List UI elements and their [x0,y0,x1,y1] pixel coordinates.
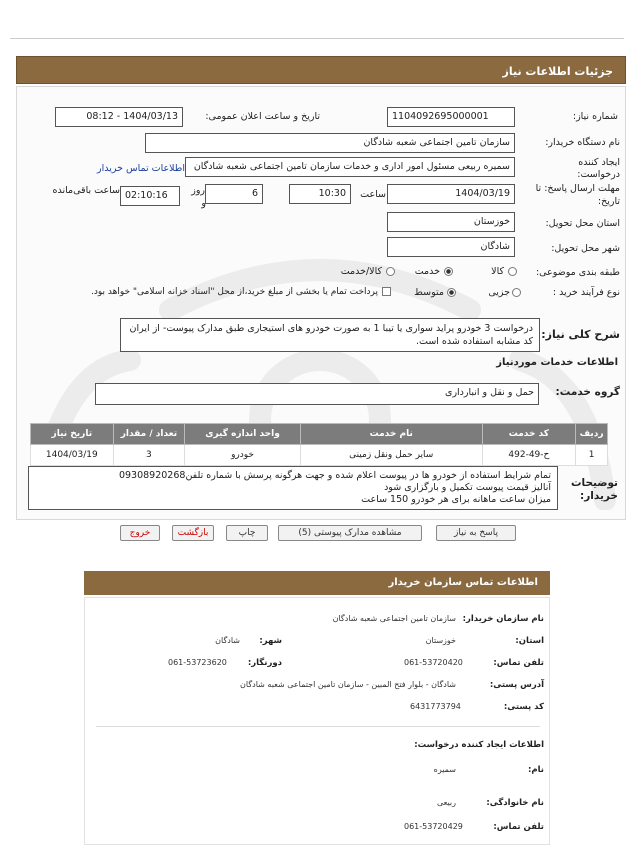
print-button[interactable]: چاپ [226,525,268,541]
contact-postal-value: 6431773794 [410,702,461,711]
announce-field[interactable]: 1404/03/13 - 08:12 [55,107,183,127]
deadline-label-2: تاریخ: [597,196,620,207]
buyer-org-label: نام دستگاه خریدار: [545,137,620,148]
contact-section-title: اطلاعات تماس سازمان خریدار [84,571,550,595]
creator-heading: اطلاعات ایجاد کننده درخواست: [414,740,544,750]
view-attachments-button[interactable]: مشاهده مدارک پیوستی (5) [278,525,422,541]
creator-phone-label: تلفن تماس: [493,822,544,832]
deadline-date-field[interactable]: 1404/03/19 [387,184,515,204]
time-label: ساعت [360,189,386,200]
col-quantity: تعداد / مقدار [113,424,185,445]
buyer-notes-label-2: خریدار: [580,490,618,502]
creator-label: ایجاد کننده [578,157,620,168]
creator-first-name-value: سمیره [433,765,456,774]
back-button[interactable]: بازگشت [172,525,214,541]
cell-quantity: 3 [113,445,185,466]
process-option-minor: جزیی [488,287,510,298]
table-row[interactable] [31,445,608,466]
remaining-label: ساعت باقی‌مانده [52,185,120,196]
buyer-note-line: تمام شرایط استفاده از خودرو ها در پیوست اعلام شده و جهت هرگونه پرسش با شماره تلفن09308920268 [118,470,551,481]
contact-phone-label: تلفن تماس: [493,658,544,668]
summary-text: درخواست 3 خودرو پراید سواری یا تیبا 1 به صورت خودرو های استیجاری طبق مدارک پیوست- از ایران کد مشابه استفاده شده است. [120,318,540,352]
creator-field[interactable]: سمیره ربیعی مسئول امور اداری و خدمات سازمان تامین اجتماعی شعبه شادگان [185,157,515,177]
services-table [30,423,608,466]
city-field[interactable]: شادگان [387,237,515,257]
contact-province-label: استان: [515,636,544,646]
contact-city-value: شادگان [215,636,240,645]
creator-phone-value: 061-53720429 [404,822,463,831]
contact-phone-value: 061-53720420 [404,658,463,667]
service-group-label: گروه خدمت: [555,386,620,398]
contact-divider [96,726,540,727]
category-option-goods: کالا [491,266,504,277]
exit-button[interactable]: خروج [120,525,160,541]
buyer-note-line: آنالیز قیمت پیوست تکمیل و بارگزاری شود [384,482,551,493]
contact-fax-label: دورنگار: [247,658,282,668]
reply-button[interactable]: پاسخ به نیاز [436,525,516,541]
col-service-code: کد خدمت [482,424,576,445]
cell-service-code: ح-49-492 [482,445,576,466]
cell-row: 1 [576,445,608,466]
creator-first-name-label: نام: [527,765,544,775]
services-heading: اطلاعات خدمات موردنیاز [496,357,618,368]
need-number-field[interactable]: 1104092695000001 [387,107,515,127]
contact-fax-value: 061-53723620 [168,658,227,667]
deadline-time-field[interactable]: 10:30 [289,184,351,204]
col-row: ردیف [576,424,608,445]
city-label: شهر محل تحویل: [551,243,620,254]
days-label: روز [191,185,205,196]
table-header-row [31,424,608,445]
process-label: نوع فرآیند خرید : [552,287,620,298]
contact-address-label: آدرس پستی: [489,680,544,690]
page-title: جزئیات اطلاعات نیاز [16,56,626,84]
contact-postal-label: کد پستی: [503,702,544,712]
buyer-notes-box [28,466,558,510]
category-radio-service[interactable] [444,267,453,276]
cell-unit: خودرو [185,445,301,466]
service-group-field[interactable]: حمل و نقل و انبارداری [95,383,539,405]
creator-last-name-label: نام خانوادگی: [486,798,544,808]
contact-province-value: خوزستان [425,636,456,645]
cell-need-date: 1404/03/19 [31,445,114,466]
top-divider [10,38,624,39]
buyer-note-line: میزان ساعت ماهانه برای هر خودرو 150 ساعت [361,494,551,505]
process-option-medium: متوسط [414,287,444,298]
category-option-both: کالا/خدمت [340,266,382,277]
creator-label-2: درخواست: [577,169,620,180]
days-field[interactable]: 6 [205,184,263,204]
process-radio-minor[interactable] [512,288,521,297]
contact-org-value: سازمان تامین اجتماعی شعبه شادگان [332,614,456,623]
col-unit: واحد اندازه گیری [185,424,301,445]
summary-label: شرح کلی نیاز: [541,328,620,341]
category-label: طبقه بندی موضوعی: [535,267,620,278]
buyer-contact-link[interactable]: اطلاعات تماس خریدار [96,163,185,174]
buyer-notes-label: توضیحات [570,477,618,489]
cell-service-name: سایر حمل ونقل زمینی [300,445,482,466]
remaining-time-field[interactable]: 02:10:16 [120,186,180,206]
announce-label: تاریخ و ساعت اعلان عمومی: [205,111,320,122]
creator-last-name-value: ربیعی [436,798,456,807]
col-service-name: نام خدمت [300,424,482,445]
treasury-note: پرداخت تمام یا بخشی از مبلغ خرید،از محل "اسناد خزانه اسلامی" خواهد بود. [90,287,378,297]
contact-address-value: شادگان - بلوار فتح المبین - سازمان تامین اجتماعی شعبه شادگان [240,680,456,689]
deadline-label: مهلت ارسال پاسخ: تا [535,183,620,194]
category-radio-both[interactable] [386,267,395,276]
process-radio-medium[interactable] [447,288,456,297]
category-radio-goods[interactable] [508,267,517,276]
need-number-label: شماره نیاز: [572,111,618,122]
province-field[interactable]: خوزستان [387,212,515,232]
buyer-org-field[interactable]: سازمان تامین اجتماعی شعبه شادگان [145,133,515,153]
contact-city-label: شهر: [259,636,282,646]
contact-org-label: نام سازمان خریدار: [462,614,544,624]
province-label: استان محل تحویل: [545,218,620,229]
category-option-service: خدمت [414,266,440,277]
col-need-date: تاریخ نیاز [31,424,114,445]
treasury-checkbox[interactable] [382,287,391,296]
and-label: و [201,198,206,209]
